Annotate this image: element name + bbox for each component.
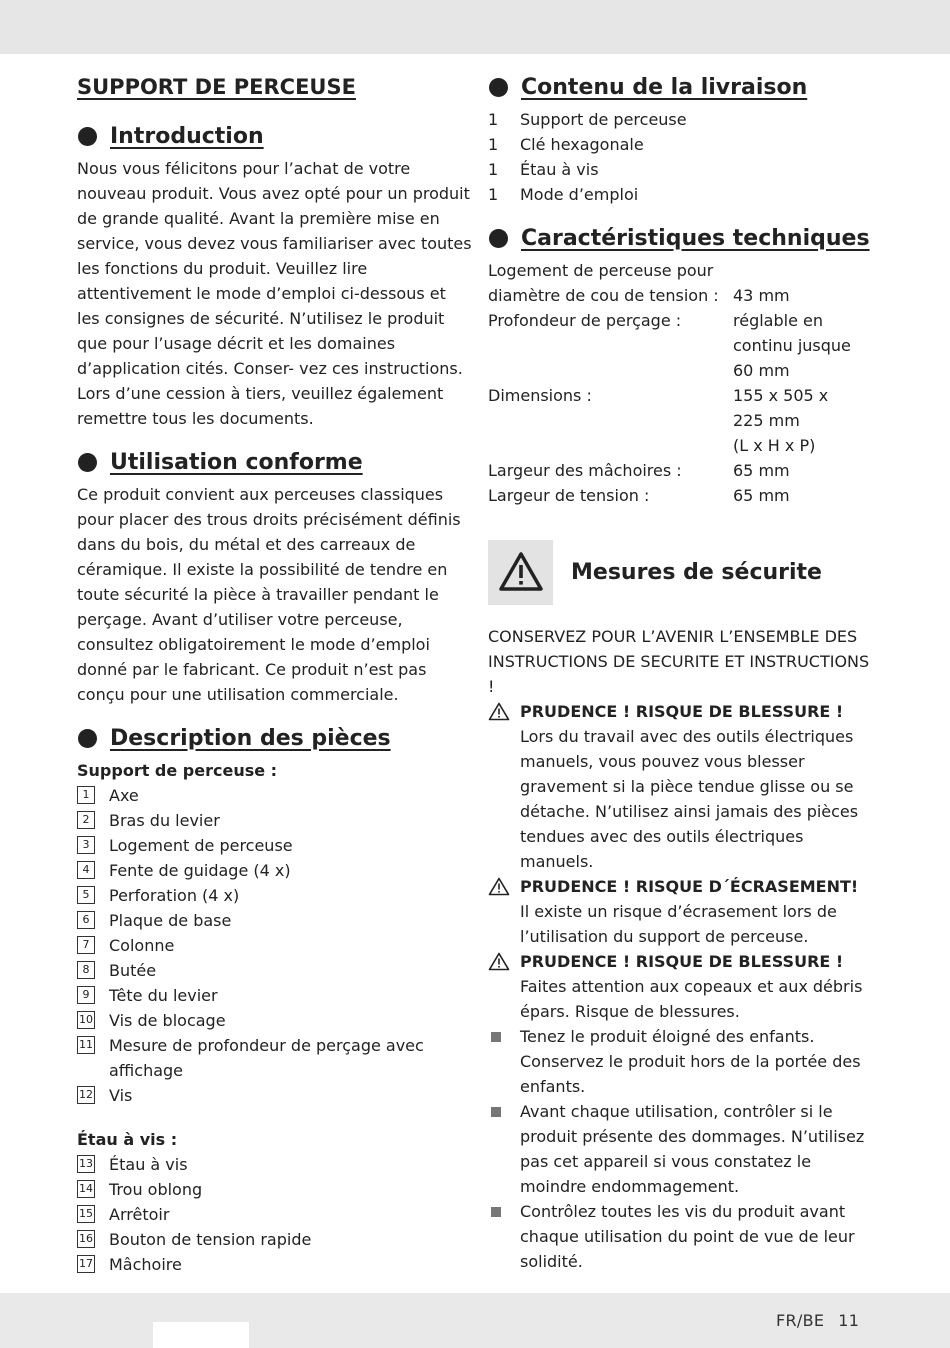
intended-use-heading-row [77, 445, 472, 479]
delivery-list [488, 107, 878, 207]
list-item [77, 808, 472, 833]
safety-intro: CONSERVEZ POUR L’AVENIR L’ENSEMBLE DES INSTRUCTIONS DE SECURITE ET INSTRUCTIONS ! [488, 627, 870, 696]
warning-triangle-icon [488, 540, 553, 605]
spec-value: 65 mm [733, 486, 790, 505]
list-item [77, 1152, 472, 1177]
list-item [77, 908, 472, 933]
delivery-qty: 1 [488, 185, 499, 204]
spec-row [488, 258, 878, 283]
bullet-dot-icon [489, 78, 508, 97]
safety-bullet-text: Contrôlez toutes les vis du produit avant chaque utilisation du point de vue de leur solidité. [520, 1202, 855, 1271]
safety-bullet-item [488, 1199, 878, 1274]
parts-heading: Description des pièces [110, 725, 391, 751]
part-label: Étau à vis [109, 1155, 188, 1174]
safety-bullet-item [488, 1099, 878, 1199]
part-number: 10 [77, 1011, 95, 1029]
part-label: Trou oblong [109, 1180, 203, 1199]
part-number: 12 [77, 1086, 95, 1104]
list-item [77, 833, 472, 858]
safety-bullets [488, 1024, 878, 1274]
page-header-band [0, 0, 950, 54]
intended-use-text: Ce produit convient aux perceuses classiques pour placer des trous droits précisément définis dans du bois, du métal et des carreaux de céramique. Il existe la possibilité de tendre en toute sécurité la pièce à travailler pendant le perçage. Avant d’utiliser votre perceuse, consultez obligatoirement le mode d’emploi donné par le fabricant. Ce produit n’est pas conçu pour une utilisation commerciale. [77, 485, 461, 704]
part-number: 11 [77, 1036, 95, 1054]
list-item [488, 132, 878, 157]
warning-body [520, 874, 878, 949]
delivery-qty: 1 [488, 110, 499, 129]
spec-row [488, 308, 878, 383]
spec-label: Profondeur de perçage : [488, 311, 682, 330]
bullet-dot-icon [78, 453, 97, 472]
list-item [77, 1227, 472, 1252]
left-column [77, 70, 472, 1277]
part-label: Arrêtoir [109, 1205, 170, 1224]
part-number: 4 [77, 861, 95, 879]
list-item [77, 1252, 472, 1277]
warning-item [488, 949, 878, 1024]
specs-table [488, 258, 878, 508]
delivery-label: Support de perceuse [520, 110, 687, 129]
warning-body [520, 949, 878, 1024]
part-number: 7 [77, 936, 95, 954]
warning-triangle-icon [488, 949, 520, 1024]
part-label: Tête du levier [109, 986, 218, 1005]
specs-heading-row [488, 221, 878, 255]
warning-heading: PRUDENCE ! RISQUE DE BLESSURE ! [520, 702, 844, 721]
spec-value: 43 mm [733, 286, 790, 305]
part-number: 14 [77, 1180, 95, 1198]
footer-mark [153, 1322, 249, 1348]
part-number: 5 [77, 886, 95, 904]
square-bullet-icon [488, 1199, 520, 1274]
part-label: Butée [109, 961, 157, 980]
safety-bullet-text: Tenez le produit éloigné des enfants. Conservez le produit hors de la portée des enfants. [520, 1027, 861, 1096]
vise-parts-heading: Étau à vis : [77, 1130, 178, 1149]
spec-value: 65 mm [733, 461, 790, 480]
part-number: 9 [77, 986, 95, 1004]
warning-heading: PRUDENCE ! RISQUE DE BLESSURE ! [520, 952, 844, 971]
part-number: 1 [77, 786, 95, 804]
safety-bullet-text: Avant chaque utilisation, contrôler si le produit présente des dommages. N’utilisez pas cet appareil si vous constatez le moindre endommagement. [520, 1102, 865, 1196]
part-label: Bouton de tension rapide [109, 1230, 312, 1249]
document-title: SUPPORT DE PERCEUSE [77, 75, 356, 99]
footer [776, 1311, 859, 1330]
part-label: Colonne [109, 936, 175, 955]
bullet-dot-icon [78, 729, 97, 748]
square-bullet-icon [488, 1099, 520, 1199]
spec-row [488, 483, 878, 508]
delivery-label: Clé hexagonale [520, 135, 644, 154]
part-number: 8 [77, 961, 95, 979]
part-number: 3 [77, 836, 95, 854]
specs-heading: Caractéristiques techniques [521, 225, 870, 251]
list-item [77, 1083, 472, 1108]
intended-use-heading: Utilisation conforme [110, 449, 363, 475]
warning-text: Lors du travail avec des outils électriques manuels, vous pouvez vous blesser gravement si la pièce tendue glisse ou se détache. N’utilisez ainsi jamais des pièces tendues avec des outils électriques manuels. [520, 727, 859, 871]
delivery-heading: Contenu de la livraison [521, 74, 808, 100]
part-number: 2 [77, 811, 95, 829]
part-label: Plaque de base [109, 911, 232, 930]
warning-body [520, 699, 878, 874]
part-label: Vis de blocage [109, 1011, 226, 1030]
list-item [77, 883, 472, 908]
part-label: Mesure de profondeur de perçage avec affichage [109, 1036, 424, 1080]
part-number: 16 [77, 1230, 95, 1248]
stand-parts-heading: Support de perceuse : [77, 761, 278, 780]
list-item [488, 107, 878, 132]
list-item [77, 933, 472, 958]
page-number: 11 [838, 1311, 860, 1330]
vise-parts-list [77, 1152, 472, 1277]
warning-item [488, 699, 878, 874]
introduction-heading: Introduction [110, 123, 264, 149]
safety-heading-row [488, 539, 878, 605]
delivery-qty: 1 [488, 135, 499, 154]
list-item [77, 783, 472, 808]
spec-value: réglable en continu jusque 60 mm [733, 311, 851, 380]
part-label: Logement de perceuse [109, 836, 293, 855]
introduction-text: Nous vous félicitons pour l’achat de votre nouveau produit. Vous avez opté pour un produit de grande qualité. Avant la première mise en service, vous devez vous familiariser avec toutes les fonctions du produit. Veuillez lire attentivement le mode d’emploi ci-dessous et les consignes de sécurité. N’utilisez le produit que pour l’usage décrit et les domaines d’application cités. Conser- vez ces instructions. Lors d’une cession à tiers, veuillez également remettre tous les documents. [77, 159, 472, 428]
part-label: Vis [109, 1086, 133, 1105]
spec-value [733, 258, 878, 283]
list-item [77, 1177, 472, 1202]
parts-heading-row [77, 721, 472, 755]
part-number: 6 [77, 911, 95, 929]
spec-row [488, 283, 878, 308]
delivery-heading-row [488, 70, 878, 104]
spec-row [488, 383, 878, 458]
spec-label: Largeur des mâchoires : [488, 461, 682, 480]
warning-triangle-icon [488, 699, 520, 874]
safety-bullet-item [488, 1024, 878, 1099]
part-number: 13 [77, 1155, 95, 1173]
list-item [77, 1033, 472, 1083]
delivery-label: Mode d’emploi [520, 185, 639, 204]
list-item [77, 1202, 472, 1227]
list-item [77, 958, 472, 983]
right-column [488, 70, 878, 1274]
part-label: Axe [109, 786, 139, 805]
spec-label: Largeur de tension : [488, 486, 650, 505]
spec-label: Logement de perceuse pour [488, 261, 714, 280]
list-item [77, 858, 472, 883]
bullet-dot-icon [78, 127, 97, 146]
part-number: 15 [77, 1205, 95, 1223]
safety-heading: Mesures de sécurite [571, 559, 822, 585]
spec-value: 155 x 505 x 225 mm (L x H x P) [733, 386, 829, 455]
introduction-heading-row [77, 119, 472, 153]
warning-triangle-icon [488, 874, 520, 949]
part-label: Mâchoire [109, 1255, 182, 1274]
part-label: Perforation (4 x) [109, 886, 240, 905]
spec-label: diamètre de cou de tension : [488, 286, 719, 305]
warning-text: Il existe un risque d’écrasement lors de l’utilisation du support de perceuse. [520, 902, 837, 946]
warning-text: Faites attention aux copeaux et aux débris épars. Risque de blessures. [520, 977, 863, 1021]
delivery-label: Étau à vis [520, 160, 599, 179]
spec-label: Dimensions : [488, 386, 592, 405]
warning-heading: PRUDENCE ! RISQUE D´ÉCRASEMENT! [520, 877, 859, 896]
warning-item [488, 874, 878, 949]
list-item [77, 983, 472, 1008]
spec-row [488, 458, 878, 483]
delivery-qty: 1 [488, 160, 499, 179]
square-bullet-icon [488, 1024, 520, 1099]
safety-warnings [488, 699, 878, 1024]
footer-language: FR/BE [776, 1311, 825, 1330]
list-item [77, 1008, 472, 1033]
list-item [488, 157, 878, 182]
stand-parts-list [77, 783, 472, 1108]
bullet-dot-icon [489, 229, 508, 248]
list-item [488, 182, 878, 207]
part-number: 17 [77, 1255, 95, 1273]
part-label: Bras du levier [109, 811, 220, 830]
part-label: Fente de guidage (4 x) [109, 861, 291, 880]
